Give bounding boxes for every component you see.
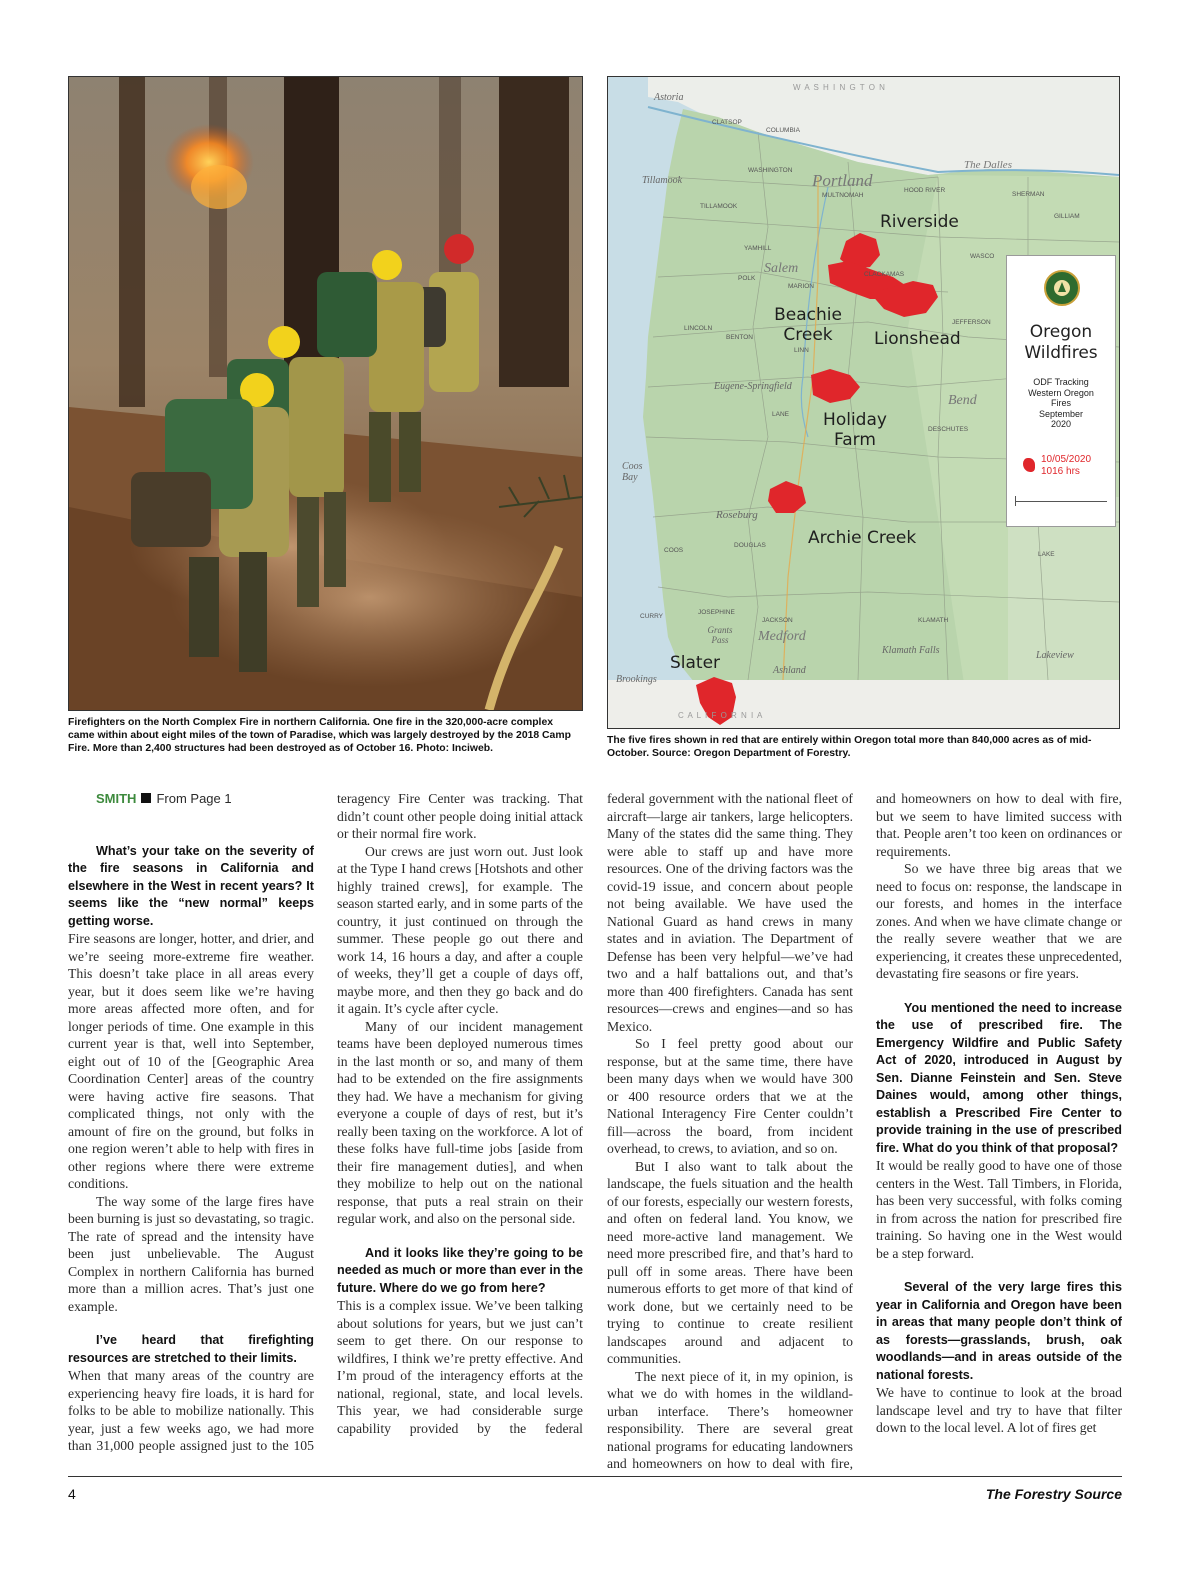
county-deschutes: DESCHUTES bbox=[928, 426, 969, 433]
city-bend: Bend bbox=[948, 393, 977, 408]
legend-subtitle: ODF Tracking Western Oregon Fires September 2020 bbox=[1028, 377, 1094, 429]
county-clatsop: CLATSOP bbox=[712, 119, 742, 126]
city-roseburg: Roseburg bbox=[716, 509, 758, 521]
county-polk: POLK bbox=[738, 275, 756, 282]
page-number: 4 bbox=[68, 1486, 76, 1502]
answer-paragraph: When that many areas of the country are experiencing heavy fire loads, it is hard for folks to be able to mobilize nationally. This year, just a few weeks ago, we had more than 31,000 people assigned just to the 105 bbox=[68, 1368, 314, 1453]
answer-paragraph: Fire seasons are longer, hotter, and drier, and we’re seeing more-extreme fire weather. This doesn’t take place in all areas every year, but it does seem like we’re having more areas affected more often, and for longer periods of time. One example in this current year is that, well into September, eight out of 10 of the [Geographic Area Coordination Center] areas of the country were having active fire seasons. That complicated things, not only with the amount of fire on the ground, but folks in one region weren’t able to help with fires in other regions where there were extreme conditions. bbox=[68, 931, 314, 1191]
fire-label-beachie-creek: Beachie Creek bbox=[774, 305, 842, 345]
county-marion: MARION bbox=[788, 283, 814, 290]
kicker-name: SMITH bbox=[96, 791, 137, 806]
map-caption: The five fires shown in red that are entirely within Oregon total more than 840,000 acres as of mid-October. Source: Oregon Department of Forestry. bbox=[607, 735, 1092, 760]
question-1: What’s your take on the severity of the fire seasons in California and elsewhere in the West in recent years? It seems like the “new normal” keeps getting worse. bbox=[68, 843, 314, 928]
article-column-4 bbox=[876, 790, 1122, 1437]
publication-name: The Forestry Source bbox=[985, 1486, 1122, 1502]
firefighters-photo bbox=[68, 76, 583, 711]
state-label-bottom: C A L I F O R N I A bbox=[678, 711, 764, 720]
fire-label-lionshead: Lionshead bbox=[874, 329, 961, 349]
county-curry: CURRY bbox=[640, 613, 663, 620]
city-coos-bay: Coos Bay bbox=[622, 461, 643, 483]
kicker-text: From Page 1 bbox=[156, 791, 232, 806]
california-region bbox=[608, 680, 1119, 728]
question-4: You mentioned the need to increase the use of prescribed fire. The Emergency Wildfire and Public Safety Act of 2020, introduced in August by Sen. Dianne Feinstein and Sen. Steve Daines would, among other things, establish a Prescribed Fire Center to provide training in the use of prescribed fire. What do you think of that proposal? bbox=[876, 1000, 1122, 1155]
county-jefferson: JEFFERSON bbox=[952, 319, 991, 326]
county-lane: LANE bbox=[772, 411, 789, 418]
legend-date: 10/05/2020 1016 hrs bbox=[1041, 454, 1092, 477]
city-ashland: Ashland bbox=[773, 665, 806, 676]
answer-paragraph: It would be really good to have one of those centers in the West. Tall Timbers, in Florida, has been very successful, with folks coming in from across the nation for prescribed fire training. So having one in the West would be a step forward. bbox=[876, 1158, 1122, 1261]
question-3: And it looks like they’re going to be needed as much or more than ever in the future. Where do we go from here? bbox=[337, 1245, 583, 1295]
answer-paragraph: Our crews are just worn out. Just look at the Type I hand crews [Hotshots and other highly trained crews], for example. The season started early, and in some parts of the country, it just continued on through the summer. These people go out there and work 14, 16 hours a day, and after a couple of weeks, they’ll get a couple of days off, maybe more, and then they go back and do it again. It’s cycle after cycle. bbox=[337, 843, 583, 1016]
firefighters-illustration bbox=[69, 77, 582, 710]
fire-swatch-icon bbox=[1023, 458, 1035, 472]
city-the-dalles: The Dalles bbox=[964, 159, 1012, 171]
answer-paragraph: This is a complex issue. We’ve been talking about solutions for years, but we just can’t seem to get there. On our response to wildfires, I think we’re pretty effective. And I’m proud of the interagency efforts at the national, regional, state, and local levels. This year, we had considerable surge capability provided by the federal bbox=[337, 1298, 583, 1436]
city-astoria: Astoria bbox=[654, 92, 684, 103]
fire-label-archie-creek: Archie Creek bbox=[808, 528, 917, 548]
question-2: I’ve heard that firefighting resources are stretched to their limits. bbox=[68, 1333, 314, 1365]
county-linn: LINN bbox=[794, 347, 809, 354]
question-5: Several of the very large fires this year in California and Oregon have been in areas that many people don’t think of as forests—grasslands, brush, oak woodlands—and in areas outside of the national forests. bbox=[876, 1280, 1122, 1382]
article-column-3 bbox=[607, 790, 853, 1473]
answer-paragraph: The next piece of it, in my opinion, is what we do with homes in the wildland-urban interface. There’s homeowner responsibility. There are several great national programs for educating landowners and homeowners on how to deal with fire, bbox=[607, 1368, 853, 1471]
odf-seal-icon bbox=[1044, 270, 1080, 306]
county-clackamas: CLACKAMAS bbox=[864, 271, 905, 278]
answer-paragraph: So I feel pretty good about our response, but at the same time, there have been many days when we would have 300 or 400 resource orders that we at the National Interagency Fire Center couldn’t fill—across the board, from incident overhead, to crews, to aviation, and so on. bbox=[607, 1036, 853, 1156]
city-medford: Medford bbox=[758, 629, 806, 644]
county-multnomah: MULTNOMAH bbox=[822, 192, 864, 199]
city-brookings: Brookings bbox=[616, 674, 657, 685]
county-washington: WASHINGTON bbox=[748, 167, 793, 174]
answer-paragraph: Many of our incident management teams have been deployed numerous times in the last month or so, and many of them had to be extended on the fire assignments they had. We have a mechanism for giving everyone a couple of days of rest, but it’s really been taxing on the workforce. A lot of these folks have full-time jobs [aside from their fire management duties], and when they mobilize to help out on the national response, that puts a real strain on their regular work, and also on the personal side. bbox=[337, 1018, 583, 1226]
county-coos: COOS bbox=[664, 547, 684, 554]
answer-paragraph: So we have three big areas that we need to focus on: response, the landscape in our forests, and homes in the interface zones. And when we have climate change or the really severe weather that we are experiencing, it creates these unprecedented, devastating fire seasons or fire years. bbox=[876, 861, 1122, 981]
county-hood-river: HOOD RIVER bbox=[904, 187, 946, 194]
city-tillamook: Tillamook bbox=[642, 175, 683, 186]
county-yamhill: YAMHILL bbox=[744, 245, 772, 252]
city-lakeview: Lakeview bbox=[1036, 650, 1074, 661]
answer-paragraph: But I also want to talk about the landscape, the fuels situation and the health of our forests, especially our western forests, and often on federal land. You know, we need more-active land management. We need more prescribed fire, and that’s hard to pull off in some areas. There have been numerous efforts to get more of that kind of work done, but we certainly need to be trying to continue to create resilient landscapes around and adjacent to communities. bbox=[607, 1158, 853, 1366]
answer-paragraph-continued: teragency Fire Center was tracking. That didn’t count other people doing initial attack or their normal fire work. bbox=[337, 791, 583, 841]
footer-rule bbox=[68, 1476, 1122, 1477]
scale-bar bbox=[1015, 501, 1107, 502]
county-lake: LAKE bbox=[1038, 551, 1055, 558]
north-arrow-icon bbox=[1015, 496, 1016, 506]
answer-paragraph-continued: and homeowners on how to deal with fire, but we seem to have limited success with that. People aren’t too keen on ordinances or requirements. bbox=[876, 791, 1122, 859]
county-josephine: JOSEPHINE bbox=[698, 609, 735, 616]
county-klamath: KLAMATH bbox=[918, 617, 949, 624]
article-column-1 bbox=[68, 790, 314, 1454]
county-jackson: JACKSON bbox=[762, 617, 793, 624]
fire-label-holiday-farm: Holiday Farm bbox=[823, 410, 887, 450]
jump-kicker bbox=[68, 790, 314, 808]
legend-title: Oregon Wildfires bbox=[1024, 322, 1098, 363]
fire-label-slater: Slater bbox=[670, 653, 721, 673]
county-columbia: COLUMBIA bbox=[766, 127, 800, 134]
oregon-wildfires-map bbox=[607, 76, 1120, 729]
answer-paragraph-continued: federal government with the national fleet of aircraft—large air tankers, large helicopters. Many of the states did the same thing. They were able to staff up and have more resources. One of the driving factors was the covid-19 issue, and concern about people not being available. We have used the National Guard as hand crews in many states and in aviation. The Department of Defense has been very helpful—we’ve had two and a half battalions out, and that’s more than 400 firefighters. Canada has sent resources—crews and engines—and so has Mexico. bbox=[607, 791, 853, 1034]
city-eugene: Eugene-Springfield bbox=[714, 381, 792, 392]
county-douglas: DOUGLAS bbox=[734, 542, 766, 549]
article-column-2 bbox=[337, 790, 583, 1437]
city-salem: Salem bbox=[764, 261, 799, 276]
answer-paragraph: The way some of the large fires have been burning is just so devastating, so tragic. The rate of spread and the intensity have been just unbelievable. The August Complex in northern California has burned more than a million acres. That’s just one example. bbox=[68, 1193, 314, 1314]
city-portland: Portland bbox=[812, 171, 873, 190]
answer-paragraph: We have to continue to look at the broad landscape level and try to have that filter down to the local level. A lot of fires get bbox=[876, 1385, 1122, 1435]
fire-label-riverside: Riverside bbox=[880, 212, 959, 232]
county-wasco: WASCO bbox=[970, 253, 995, 260]
county-tillamook: TILLAMOOK bbox=[700, 203, 738, 210]
city-klamath-falls: Klamath Falls bbox=[882, 645, 940, 656]
photo-caption: Firefighters on the North Complex Fire in northern California. One fire in the 320,000-acre complex came within about eight miles of the town of Paradise, which was largely destroyed by the 2018 Camp Fire. More than 2,400 structures had been destroyed as of October 16. Photo: Inciweb. bbox=[68, 717, 571, 755]
state-label-top: W A S H I N G T O N bbox=[793, 83, 886, 92]
map-legend bbox=[1006, 255, 1116, 527]
county-lincoln: LINCOLN bbox=[684, 325, 713, 332]
county-sherman: SHERMAN bbox=[1012, 191, 1045, 198]
county-gilliam: GILLIAM bbox=[1054, 213, 1080, 220]
county-benton: BENTON bbox=[726, 334, 753, 341]
city-grants-pass: Grants Pass bbox=[707, 625, 733, 645]
kicker-square-icon bbox=[141, 793, 151, 803]
